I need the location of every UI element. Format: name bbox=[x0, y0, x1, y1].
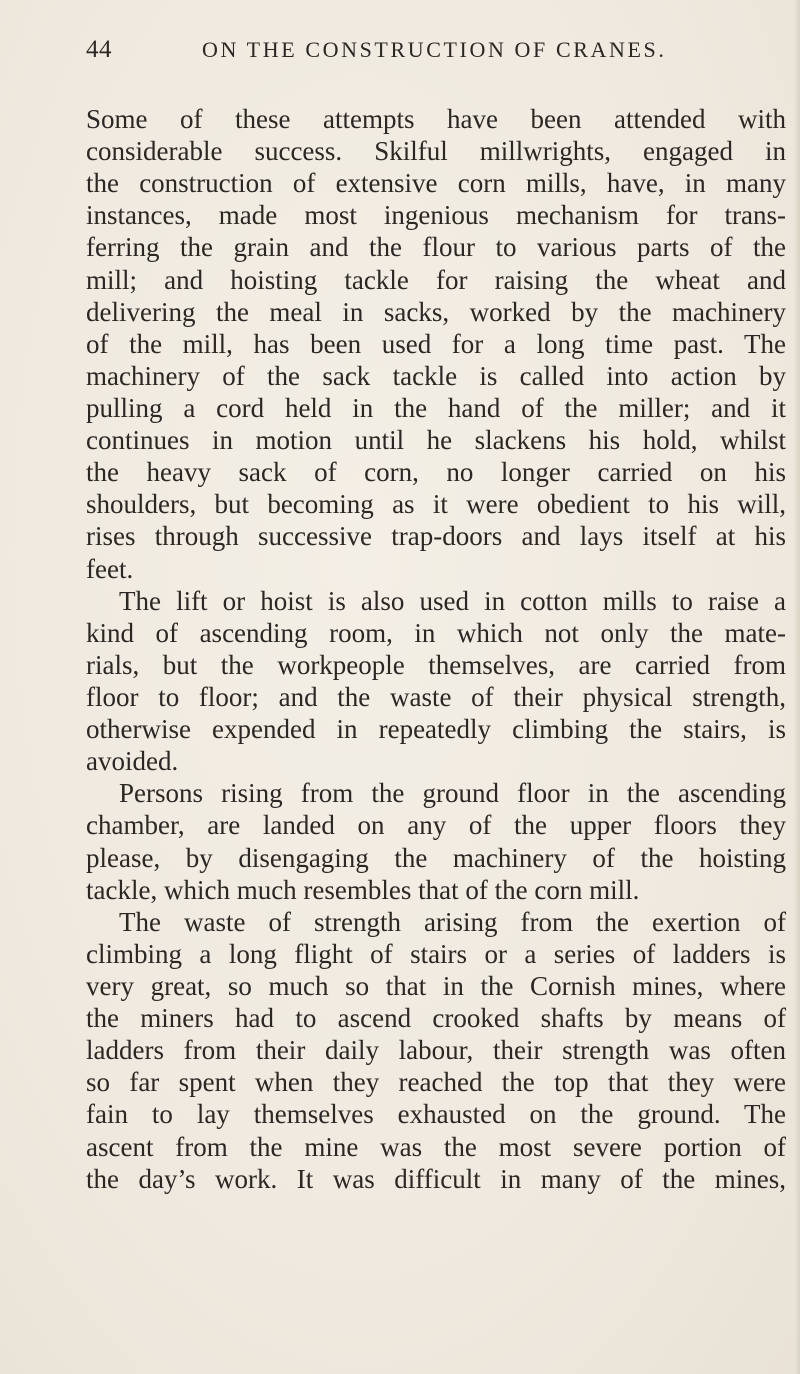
text-line: chamber, are landed on any of the upper floors they bbox=[86, 810, 786, 841]
paragraph-first-line: Persons rising from the ground floor in the ascending bbox=[119, 778, 786, 809]
text-line: instances, made most ingenious mechanism for trans- bbox=[86, 200, 786, 231]
text-line: the miners had to ascend crooked shafts by means of bbox=[86, 1003, 786, 1034]
text-line: considerable success. Skilful millwrights, engaged in bbox=[86, 136, 786, 167]
page-header bbox=[86, 36, 786, 76]
text-line: mill; and hoisting tackle for raising the wheat and bbox=[86, 264, 786, 295]
text-line: the heavy sack of corn, no longer carried on his bbox=[86, 457, 786, 488]
text-line: climbing a long flight of stairs or a series of ladders is bbox=[86, 938, 786, 969]
text-line: shoulders, but becoming as it were obedient to his will, bbox=[86, 489, 786, 520]
text-line: ferring the grain and the flour to various parts of the bbox=[86, 232, 786, 263]
paragraph-first-line: The waste of strength arising from the exertion of bbox=[119, 906, 786, 937]
body-text bbox=[86, 103, 786, 1195]
text-line: the construction of extensive corn mills, have, in many bbox=[86, 168, 786, 199]
text-line: continues in motion until he slackens his hold, whilst bbox=[86, 425, 786, 456]
text-line: so far spent when they reached the top that they were bbox=[86, 1067, 786, 1098]
text-line: avoided. bbox=[86, 746, 179, 777]
page-number: 44 bbox=[86, 36, 112, 63]
text-line: delivering the meal in sacks, worked by the machinery bbox=[86, 296, 786, 327]
text-line: very great, so much so that in the Cornish mines, where bbox=[86, 970, 786, 1001]
text-line: the day’s work. It was difficult in many of the mines, bbox=[86, 1163, 786, 1194]
text-line: tackle, which much resembles that of the corn mill. bbox=[86, 874, 640, 905]
text-line: floor to floor; and the waste of their physical strength, bbox=[86, 681, 786, 712]
text-line: pulling a cord held in the hand of the miller; and it bbox=[86, 392, 786, 423]
text-line: please, by disengaging the machinery of the hoisting bbox=[86, 842, 786, 873]
text-line: machinery of the sack tackle is called into action by bbox=[86, 360, 786, 391]
text-line: fain to lay themselves exhausted on the ground. The bbox=[86, 1099, 786, 1130]
text-line: feet. bbox=[86, 553, 134, 584]
text-line: otherwise expended in repeatedly climbing the stairs, is bbox=[86, 714, 786, 745]
text-line: rials, but the workpeople themselves, are carried from bbox=[86, 649, 786, 680]
page-edge-shadow bbox=[794, 0, 800, 1374]
running-head: ON THE CONSTRUCTION OF CRANES. bbox=[202, 37, 667, 62]
text-line: Some of these attempts have been attended with bbox=[86, 104, 786, 134]
text-line: kind of ascending room, in which not only the mate- bbox=[86, 617, 786, 648]
text-line: ladders from their daily labour, their strength was often bbox=[86, 1035, 786, 1066]
text-line: of the mill, has been used for a long time past. The bbox=[86, 328, 786, 359]
text-line: ascent from the mine was the most severe portion of bbox=[86, 1131, 786, 1162]
paragraph-first-line: The lift or hoist is also used in cotton mills to raise a bbox=[119, 585, 786, 616]
text-line: rises through successive trap-doors and lays itself at his bbox=[86, 521, 786, 552]
